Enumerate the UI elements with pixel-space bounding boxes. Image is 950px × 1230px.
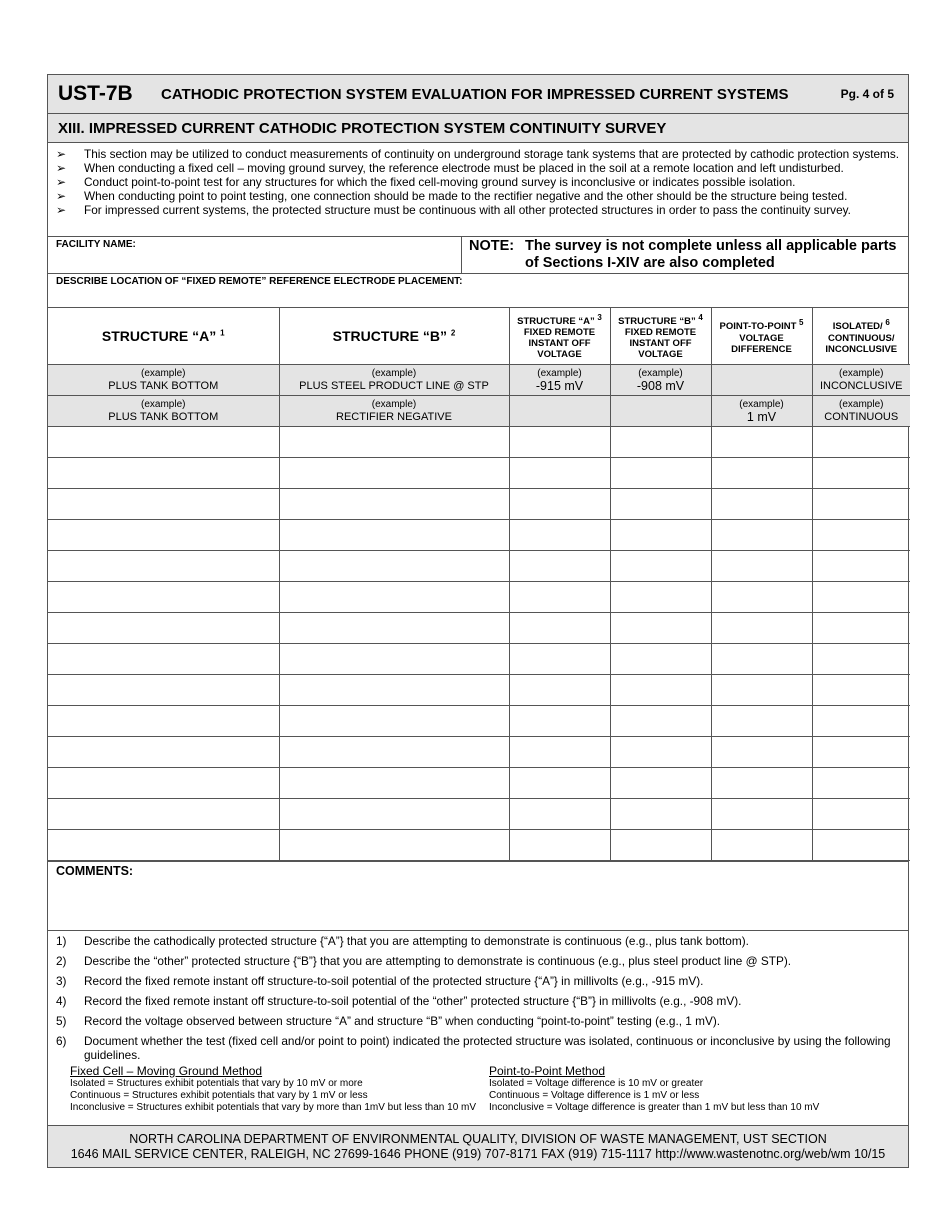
example-cell-b <box>279 396 509 427</box>
table-header-row <box>48 308 910 365</box>
entry-cell-a[interactable] <box>48 706 279 737</box>
example-value: PLUS STEEL PRODUCT LINE @ STP <box>299 380 489 392</box>
entry-cell-b_off[interactable] <box>610 799 711 830</box>
entry-cell-iso[interactable] <box>812 644 910 675</box>
method-line: Inconclusive = Voltage difference is greater than 1 mV but less than 10 mV <box>489 1102 820 1113</box>
entry-cell-b[interactable] <box>279 644 509 675</box>
entry-cell-p2p[interactable] <box>711 644 812 675</box>
electrode-location-label: DESCRIBE LOCATION OF “FIXED REMOTE” REFERENCE ELECTRODE PLACEMENT: <box>56 276 463 287</box>
example-label: (example) <box>739 399 784 410</box>
footnote-number: 4) <box>56 994 67 1008</box>
entry-cell-b[interactable] <box>279 706 509 737</box>
method-line: Isolated = Structures exhibit potentials that vary by 10 mV or more <box>70 1078 363 1089</box>
entry-cell-b[interactable] <box>279 799 509 830</box>
header-structure-a-off: STRUCTURE “A” $^3$ FIXED REMOTE INSTANT OFF VOLTAGE <box>509 308 610 365</box>
example-cell-p2p <box>711 365 812 396</box>
entry-cell-a_off[interactable] <box>509 675 610 706</box>
form-header <box>48 75 908 114</box>
note-label: NOTE: <box>469 238 515 254</box>
entry-cell-a[interactable] <box>48 799 279 830</box>
table-row <box>48 582 910 613</box>
example-cell-iso <box>812 365 910 396</box>
note-text: The survey is not complete unless all applicable parts of Sections I-XIV are also completed <box>525 238 897 271</box>
table-row <box>48 520 910 551</box>
instruction-item <box>48 189 908 203</box>
footnote-number: 1) <box>56 934 67 948</box>
form-title: CATHODIC PROTECTION SYSTEM EVALUATION FOR IMPRESSED CURRENT SYSTEMS <box>161 85 789 103</box>
table-row <box>48 551 910 582</box>
entry-cell-b[interactable] <box>279 551 509 582</box>
entry-cell-a[interactable] <box>48 644 279 675</box>
example-value: -915 mV <box>535 379 584 393</box>
section-title: XIII. IMPRESSED CURRENT CATHODIC PROTECTION SYSTEM CONTINUITY SURVEY <box>48 114 908 143</box>
fixed-cell-method <box>70 1064 489 1114</box>
example-value: PLUS TANK BOTTOM <box>108 411 219 423</box>
facility-name-field[interactable] <box>48 237 462 273</box>
example-value: CONTINUOUS <box>824 411 899 423</box>
footer-line-1: NORTH CAROLINA DEPARTMENT OF ENVIRONMENTAL QUALITY, DIVISION OF WASTE MANAGEMENT, UST SECTION <box>129 1132 827 1146</box>
entry-cell-iso[interactable] <box>812 768 910 799</box>
entry-cell-b[interactable] <box>279 520 509 551</box>
table-row <box>48 737 910 768</box>
entry-cell-b[interactable] <box>279 489 509 520</box>
entry-cell-a_off[interactable] <box>509 768 610 799</box>
instruction-text: Conduct point-to-point test for any structures for which the fixed cell-moving ground survey is inconclusive or indicates possible isolation. <box>84 175 796 189</box>
entry-cell-p2p[interactable] <box>711 613 812 644</box>
entry-cell-b_off[interactable] <box>610 830 711 861</box>
entry-cell-a_off[interactable] <box>509 799 610 830</box>
example-cell-p2p <box>711 396 812 427</box>
table-row <box>48 427 910 458</box>
example-cell-b <box>279 365 509 396</box>
footnote-item <box>48 954 908 968</box>
comments-field[interactable] <box>48 861 908 931</box>
table-row <box>48 768 910 799</box>
entry-cell-p2p[interactable] <box>711 458 812 489</box>
entry-cell-a_off[interactable] <box>509 706 610 737</box>
footnote-number: 3) <box>56 974 67 988</box>
method-line: Continuous = Structures exhibit potentials that vary by 1 mV or less <box>70 1090 368 1101</box>
instruction-text: When conducting a fixed cell – moving ground survey, the reference electrode must be placed in the soil at a remote location and left undisturbed. <box>84 161 844 175</box>
arrow-bullet-icon: ➢ <box>56 189 66 203</box>
instruction-item <box>48 175 908 189</box>
entry-cell-b_off[interactable] <box>610 520 711 551</box>
entry-cell-a[interactable] <box>48 768 279 799</box>
example-label: (example) <box>839 399 884 410</box>
header-structure-b-off: STRUCTURE “B” $^4$ FIXED REMOTE INSTANT OFF VOLTAGE <box>610 308 711 365</box>
entry-cell-p2p[interactable] <box>711 489 812 520</box>
arrow-bullet-icon: ➢ <box>56 147 66 161</box>
entry-cell-iso[interactable] <box>812 458 910 489</box>
instructions-list <box>48 143 908 237</box>
entry-cell-a_off[interactable] <box>509 489 610 520</box>
footer-line-2: 1646 MAIL SERVICE CENTER, RALEIGH, NC 27699-1646 PHONE (919) 707-8171 FAX (919) 715-1117 http://www.wastenotnc.org/web/wm 10/15 <box>70 1147 886 1161</box>
entry-cell-p2p[interactable] <box>711 675 812 706</box>
example-value: PLUS TANK BOTTOM <box>108 380 219 392</box>
entry-cell-b_off[interactable] <box>610 551 711 582</box>
arrow-bullet-icon: ➢ <box>56 203 66 217</box>
arrow-bullet-icon: ➢ <box>56 175 66 189</box>
example-cell-a_off <box>509 396 610 427</box>
entry-cell-b[interactable] <box>279 830 509 861</box>
entry-cell-a_off[interactable] <box>509 458 610 489</box>
table-row <box>48 830 910 861</box>
entry-cell-p2p[interactable] <box>711 706 812 737</box>
entry-cell-iso[interactable] <box>812 799 910 830</box>
footnote-text: Record the fixed remote instant off structure-to-soil potential of the protected structure {“A”} in millivolts (e.g., -915 mV). <box>84 974 704 988</box>
footnote-text: Describe the “other” protected structure {“B”} that you are attempting to demonstrate is continuous (e.g., plus steel product line @ STP). <box>84 954 792 968</box>
method-line: Isolated = Voltage difference is 10 mV or greater <box>489 1078 704 1089</box>
example-cell-a <box>48 365 279 396</box>
table-row <box>48 644 910 675</box>
point-to-point-method-title: Point-to-Point Method <box>489 1064 606 1078</box>
example-label: (example) <box>537 368 582 379</box>
entry-cell-p2p[interactable] <box>711 520 812 551</box>
table-row <box>48 613 910 644</box>
entry-cell-a[interactable] <box>48 458 279 489</box>
entry-cell-a[interactable] <box>48 427 279 458</box>
example-cell-a_off <box>509 365 610 396</box>
example-label: (example) <box>371 399 417 410</box>
example-label: (example) <box>141 399 186 410</box>
example-row <box>48 365 910 396</box>
example-cell-b_off <box>610 365 711 396</box>
table-row <box>48 458 910 489</box>
footnote-item <box>48 994 908 1008</box>
header-isolated: ISOLATED/ $^6$ CONTINUOUS/ INCONCLUSIVE <box>812 308 910 365</box>
footnote-text: Describe the cathodically protected structure {“A”} that you are attempting to demonstrate is continuous (e.g., plus tank bottom). <box>84 934 749 948</box>
continuity-table <box>48 308 910 861</box>
entry-cell-b_off[interactable] <box>610 706 711 737</box>
method-line: Inconclusive = Structures exhibit potentials that vary by more than 1mV but less than 10 mV <box>70 1102 477 1113</box>
example-cell-iso <box>812 396 910 427</box>
table-row <box>48 489 910 520</box>
footnote-item <box>48 1014 908 1028</box>
entry-cell-p2p[interactable] <box>711 582 812 613</box>
entry-cell-iso[interactable] <box>812 582 910 613</box>
entry-cell-iso[interactable] <box>812 427 910 458</box>
footnote-number: 2) <box>56 954 67 968</box>
entry-cell-iso[interactable] <box>812 613 910 644</box>
entry-cell-a[interactable] <box>48 675 279 706</box>
example-row <box>48 396 910 427</box>
entry-cell-a_off[interactable] <box>509 520 610 551</box>
instruction-item <box>48 203 908 217</box>
entry-cell-iso[interactable] <box>812 830 910 861</box>
header-structure-a: STRUCTURE “A” $^1$ <box>48 308 279 365</box>
example-cell-b_off <box>610 396 711 427</box>
example-value: RECTIFIER NEGATIVE <box>336 411 452 423</box>
entry-cell-a_off[interactable] <box>509 427 610 458</box>
entry-cell-b[interactable] <box>279 737 509 768</box>
entry-cell-b_off[interactable] <box>610 489 711 520</box>
example-cell-a <box>48 396 279 427</box>
footnotes <box>48 931 908 1062</box>
example-label: (example) <box>839 368 884 379</box>
entry-cell-p2p[interactable] <box>711 799 812 830</box>
entry-cell-iso[interactable] <box>812 737 910 768</box>
entry-cell-iso[interactable] <box>812 675 910 706</box>
entry-cell-p2p[interactable] <box>711 737 812 768</box>
entry-cell-b[interactable] <box>279 427 509 458</box>
example-label: (example) <box>141 368 186 379</box>
entry-cell-b[interactable] <box>279 613 509 644</box>
table-row <box>48 799 910 830</box>
entry-cell-a[interactable] <box>48 737 279 768</box>
entry-cell-a[interactable] <box>48 551 279 582</box>
completion-note <box>462 237 908 273</box>
entry-cell-a[interactable] <box>48 582 279 613</box>
comments-label: COMMENTS: <box>56 864 134 878</box>
electrode-location-field[interactable] <box>48 274 908 308</box>
page-number: Pg. 4 of 5 <box>840 87 894 101</box>
entry-cell-b[interactable] <box>279 582 509 613</box>
entry-cell-b[interactable] <box>279 458 509 489</box>
footnote-number: 6) <box>56 1034 67 1048</box>
footnote-text: Record the fixed remote instant off structure-to-soil potential of the “other” protected structure {“B”} in millivolts (e.g., -908 mV). <box>84 994 742 1008</box>
point-to-point-method <box>489 1064 908 1114</box>
entry-cell-a_off[interactable] <box>509 737 610 768</box>
entry-cell-a_off[interactable] <box>509 582 610 613</box>
form-page <box>47 74 909 1168</box>
entry-cell-a[interactable] <box>48 830 279 861</box>
header-structure-b: STRUCTURE “B” $^2$ <box>279 308 509 365</box>
table-row <box>48 706 910 737</box>
example-value: INCONCLUSIVE <box>819 380 903 392</box>
footnote-text: Document whether the test (fixed cell and/or point to point) indicated the protected structure was isolated, continuous or inconclusive by using the following guidelines. <box>84 1034 891 1062</box>
form-code: UST-7B <box>58 82 133 105</box>
entry-cell-b_off[interactable] <box>610 675 711 706</box>
entry-cell-a[interactable] <box>48 489 279 520</box>
method-guidelines <box>48 1064 908 1114</box>
entry-cell-b_off[interactable] <box>610 768 711 799</box>
entry-cell-iso[interactable] <box>812 551 910 582</box>
footnote-item <box>48 974 908 988</box>
entry-cell-p2p[interactable] <box>711 427 812 458</box>
instruction-text: For impressed current systems, the protected structure must be continuous with all other protected structures in order to pass the continuity survey. <box>84 203 851 217</box>
header-point-to-point: POINT-TO-POINT $^5$ VOLTAGE DIFFERENCE <box>711 308 812 365</box>
example-value: -908 mV <box>636 379 685 393</box>
entry-cell-a_off[interactable] <box>509 613 610 644</box>
instruction-item <box>48 147 908 161</box>
entry-cell-a_off[interactable] <box>509 830 610 861</box>
entry-cell-p2p[interactable] <box>711 551 812 582</box>
entry-cell-b_off[interactable] <box>610 582 711 613</box>
footnote-item <box>48 934 908 948</box>
entry-cell-iso[interactable] <box>812 489 910 520</box>
method-line: Continuous = Voltage difference is 1 mV or less <box>489 1090 700 1101</box>
agency-footer <box>48 1125 908 1167</box>
footnote-item <box>48 1034 908 1062</box>
entry-cell-iso[interactable] <box>812 520 910 551</box>
entry-cell-a[interactable] <box>48 613 279 644</box>
instruction-text: When conducting point to point testing, one connection should be made to the rectifier negative and the other should be the structure being tested. <box>84 189 848 203</box>
arrow-bullet-icon: ➢ <box>56 161 66 175</box>
footnote-number: 5) <box>56 1014 67 1028</box>
entry-cell-b_off[interactable] <box>610 737 711 768</box>
entry-cell-b_off[interactable] <box>610 613 711 644</box>
entry-cell-p2p[interactable] <box>711 830 812 861</box>
facility-row <box>48 237 908 274</box>
table-row <box>48 675 910 706</box>
entry-cell-b[interactable] <box>279 768 509 799</box>
entry-cell-iso[interactable] <box>812 706 910 737</box>
instruction-text: This section may be utilized to conduct measurements of continuity on underground storage tank systems that are protected by cathodic protection systems. <box>84 147 900 161</box>
entry-cell-a_off[interactable] <box>509 644 610 675</box>
facility-name-label: FACILITY NAME: <box>56 239 136 250</box>
example-value: 1 mV <box>746 410 777 424</box>
instruction-item <box>48 161 908 175</box>
entry-cell-b_off[interactable] <box>610 427 711 458</box>
entry-cell-a[interactable] <box>48 520 279 551</box>
entry-cell-b_off[interactable] <box>610 458 711 489</box>
entry-cell-b_off[interactable] <box>610 644 711 675</box>
entry-cell-a_off[interactable] <box>509 551 610 582</box>
entry-cell-b[interactable] <box>279 675 509 706</box>
example-label: (example) <box>638 368 683 379</box>
example-label: (example) <box>371 368 417 379</box>
fixed-cell-method-title: Fixed Cell – Moving Ground Method <box>70 1064 263 1078</box>
entry-cell-p2p[interactable] <box>711 768 812 799</box>
footnote-text: Record the voltage observed between structure “A” and structure “B” when conducting “point-to-point” testing (e.g., 1 mV). <box>84 1014 721 1028</box>
